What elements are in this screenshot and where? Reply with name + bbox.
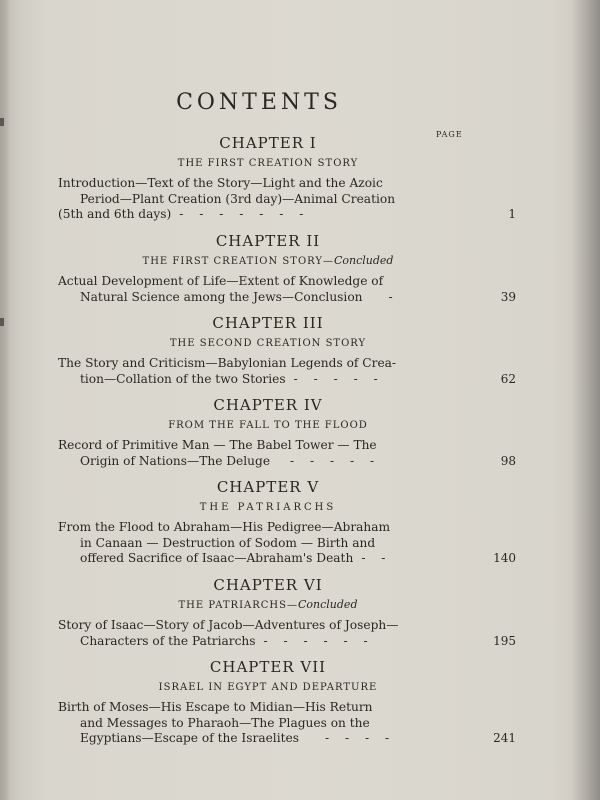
page-number: 195 — [493, 633, 516, 648]
chapter-subtitle-text: FROM THE FALL TO THE FLOOD — [168, 420, 368, 431]
summary-line: Birth of Moses—His Escape to Midian—His Return — [58, 700, 373, 714]
summary-line: Story of Isaac—Story of Jacob—Adventures of Joseph— — [58, 618, 399, 632]
chapter-subtitle-text: THE PATRIARCHS— — [178, 600, 298, 611]
summary-line: and Messages to Pharaoh—The Plagues on the — [80, 715, 370, 730]
summary-line: From the Flood to Abraham—His Pedigree—Abraham — [58, 520, 391, 534]
chapter-subtitle — [58, 254, 478, 270]
summary-line-last — [58, 207, 516, 223]
page-column-label: PAGE — [436, 130, 463, 139]
page-number: 39 — [500, 289, 516, 304]
chapter-subtitle — [58, 418, 478, 434]
summary-line-last — [58, 731, 516, 747]
chapter-entry — [58, 575, 516, 649]
dot-leader: - - - - — [324, 731, 396, 745]
summary-line-last — [58, 453, 516, 470]
chapter-entry — [58, 395, 516, 469]
chapter-subtitle-text: THE SECOND CREATION STORY — [169, 338, 367, 349]
chapter-entry — [58, 133, 516, 223]
page-title: CONTENTS — [176, 90, 342, 115]
chapter-subtitle-text: ISRAEL IN EGYPT AND DEPARTURE — [158, 682, 378, 693]
chapter-heading: CHAPTER III — [212, 314, 324, 332]
dot-leader: - - - - - — [293, 371, 384, 386]
page-number: 62 — [500, 371, 516, 386]
summary-line: The Story and Criticism—Babylonian Legends of Crea- — [58, 356, 397, 370]
dot-leader: - - - - - - - — [179, 207, 310, 221]
chapter-summary — [58, 176, 516, 223]
chapter-summary — [58, 274, 516, 305]
summary-line-text: Natural Science among the Jews—Conclusion — [80, 289, 363, 304]
summary-line-text: (5th and 6th days) — [58, 207, 172, 221]
chapter-heading: CHAPTER I — [219, 134, 317, 152]
chapter-subtitle — [58, 336, 478, 352]
chapter-summary — [58, 356, 516, 387]
page-number: 1 — [508, 207, 516, 221]
summary-line-text: Origin of Nations—The Deluge — [80, 453, 271, 468]
summary-line-last — [58, 633, 516, 650]
chapter-subtitle-text: THE PATRIARCHS — [199, 502, 337, 513]
summary-line-last — [58, 551, 516, 567]
dot-leader: - - - - - — [290, 453, 381, 468]
summary-line-text: tion—Collation of the two Stories — [80, 371, 286, 386]
summary-line: in Canaan — Destruction of Sodom — Birth and — [80, 535, 376, 550]
chapter-heading: CHAPTER VI — [213, 576, 323, 594]
chapter-summary — [58, 618, 516, 649]
chapter-subtitle-text: THE FIRST CREATION STORY— — [142, 256, 334, 267]
chapter-entry — [58, 657, 516, 747]
chapter-heading: CHAPTER VII — [209, 658, 327, 676]
summary-line-text: Egyptians—Escape of the Israelites — [80, 731, 299, 745]
summary-line: Introduction—Text of the Story—Light and the Azoic — [58, 176, 383, 190]
chapter-subtitle-italic: Concluded — [333, 254, 394, 267]
summary-line: Actual Development of Life—Extent of Knowledge of — [58, 274, 384, 288]
summary-line-text: Characters of the Patriarchs — [80, 633, 256, 648]
chapter-subtitle — [58, 598, 478, 614]
page-number: 140 — [493, 551, 516, 565]
chapter-heading: CHAPTER V — [216, 478, 320, 496]
chapter-subtitle — [58, 680, 478, 696]
chapter-subtitle — [58, 500, 478, 516]
chapter-entry — [58, 231, 516, 305]
page-number: 98 — [500, 453, 516, 468]
chapter-summary — [58, 700, 516, 747]
page-number: 241 — [493, 731, 516, 745]
summary-line-text: offered Sacrifice of Isaac—Abraham's Death — [80, 551, 354, 565]
chapter-summary — [58, 438, 516, 469]
summary-line: Record of Primitive Man — The Babel Tower — The — [58, 438, 377, 452]
dot-leader: - - - - - - — [263, 633, 374, 648]
chapter-heading: CHAPTER IV — [213, 396, 323, 414]
chapter-subtitle-italic: Concluded — [298, 598, 358, 611]
chapter-entry — [58, 313, 516, 387]
chapter-subtitle — [58, 156, 478, 172]
chapter-entry — [58, 477, 516, 567]
chapter-heading: CHAPTER II — [215, 232, 321, 250]
chapter-summary — [58, 520, 516, 567]
summary-line-last — [58, 371, 516, 388]
summary-line-last — [58, 289, 516, 306]
dot-leader: - - — [361, 551, 392, 565]
dot-leader: - — [388, 289, 399, 304]
chapter-subtitle-text: THE FIRST CREATION STORY — [177, 158, 359, 169]
summary-line: Period—Plant Creation (3rd day)—Animal Creation — [80, 191, 396, 206]
